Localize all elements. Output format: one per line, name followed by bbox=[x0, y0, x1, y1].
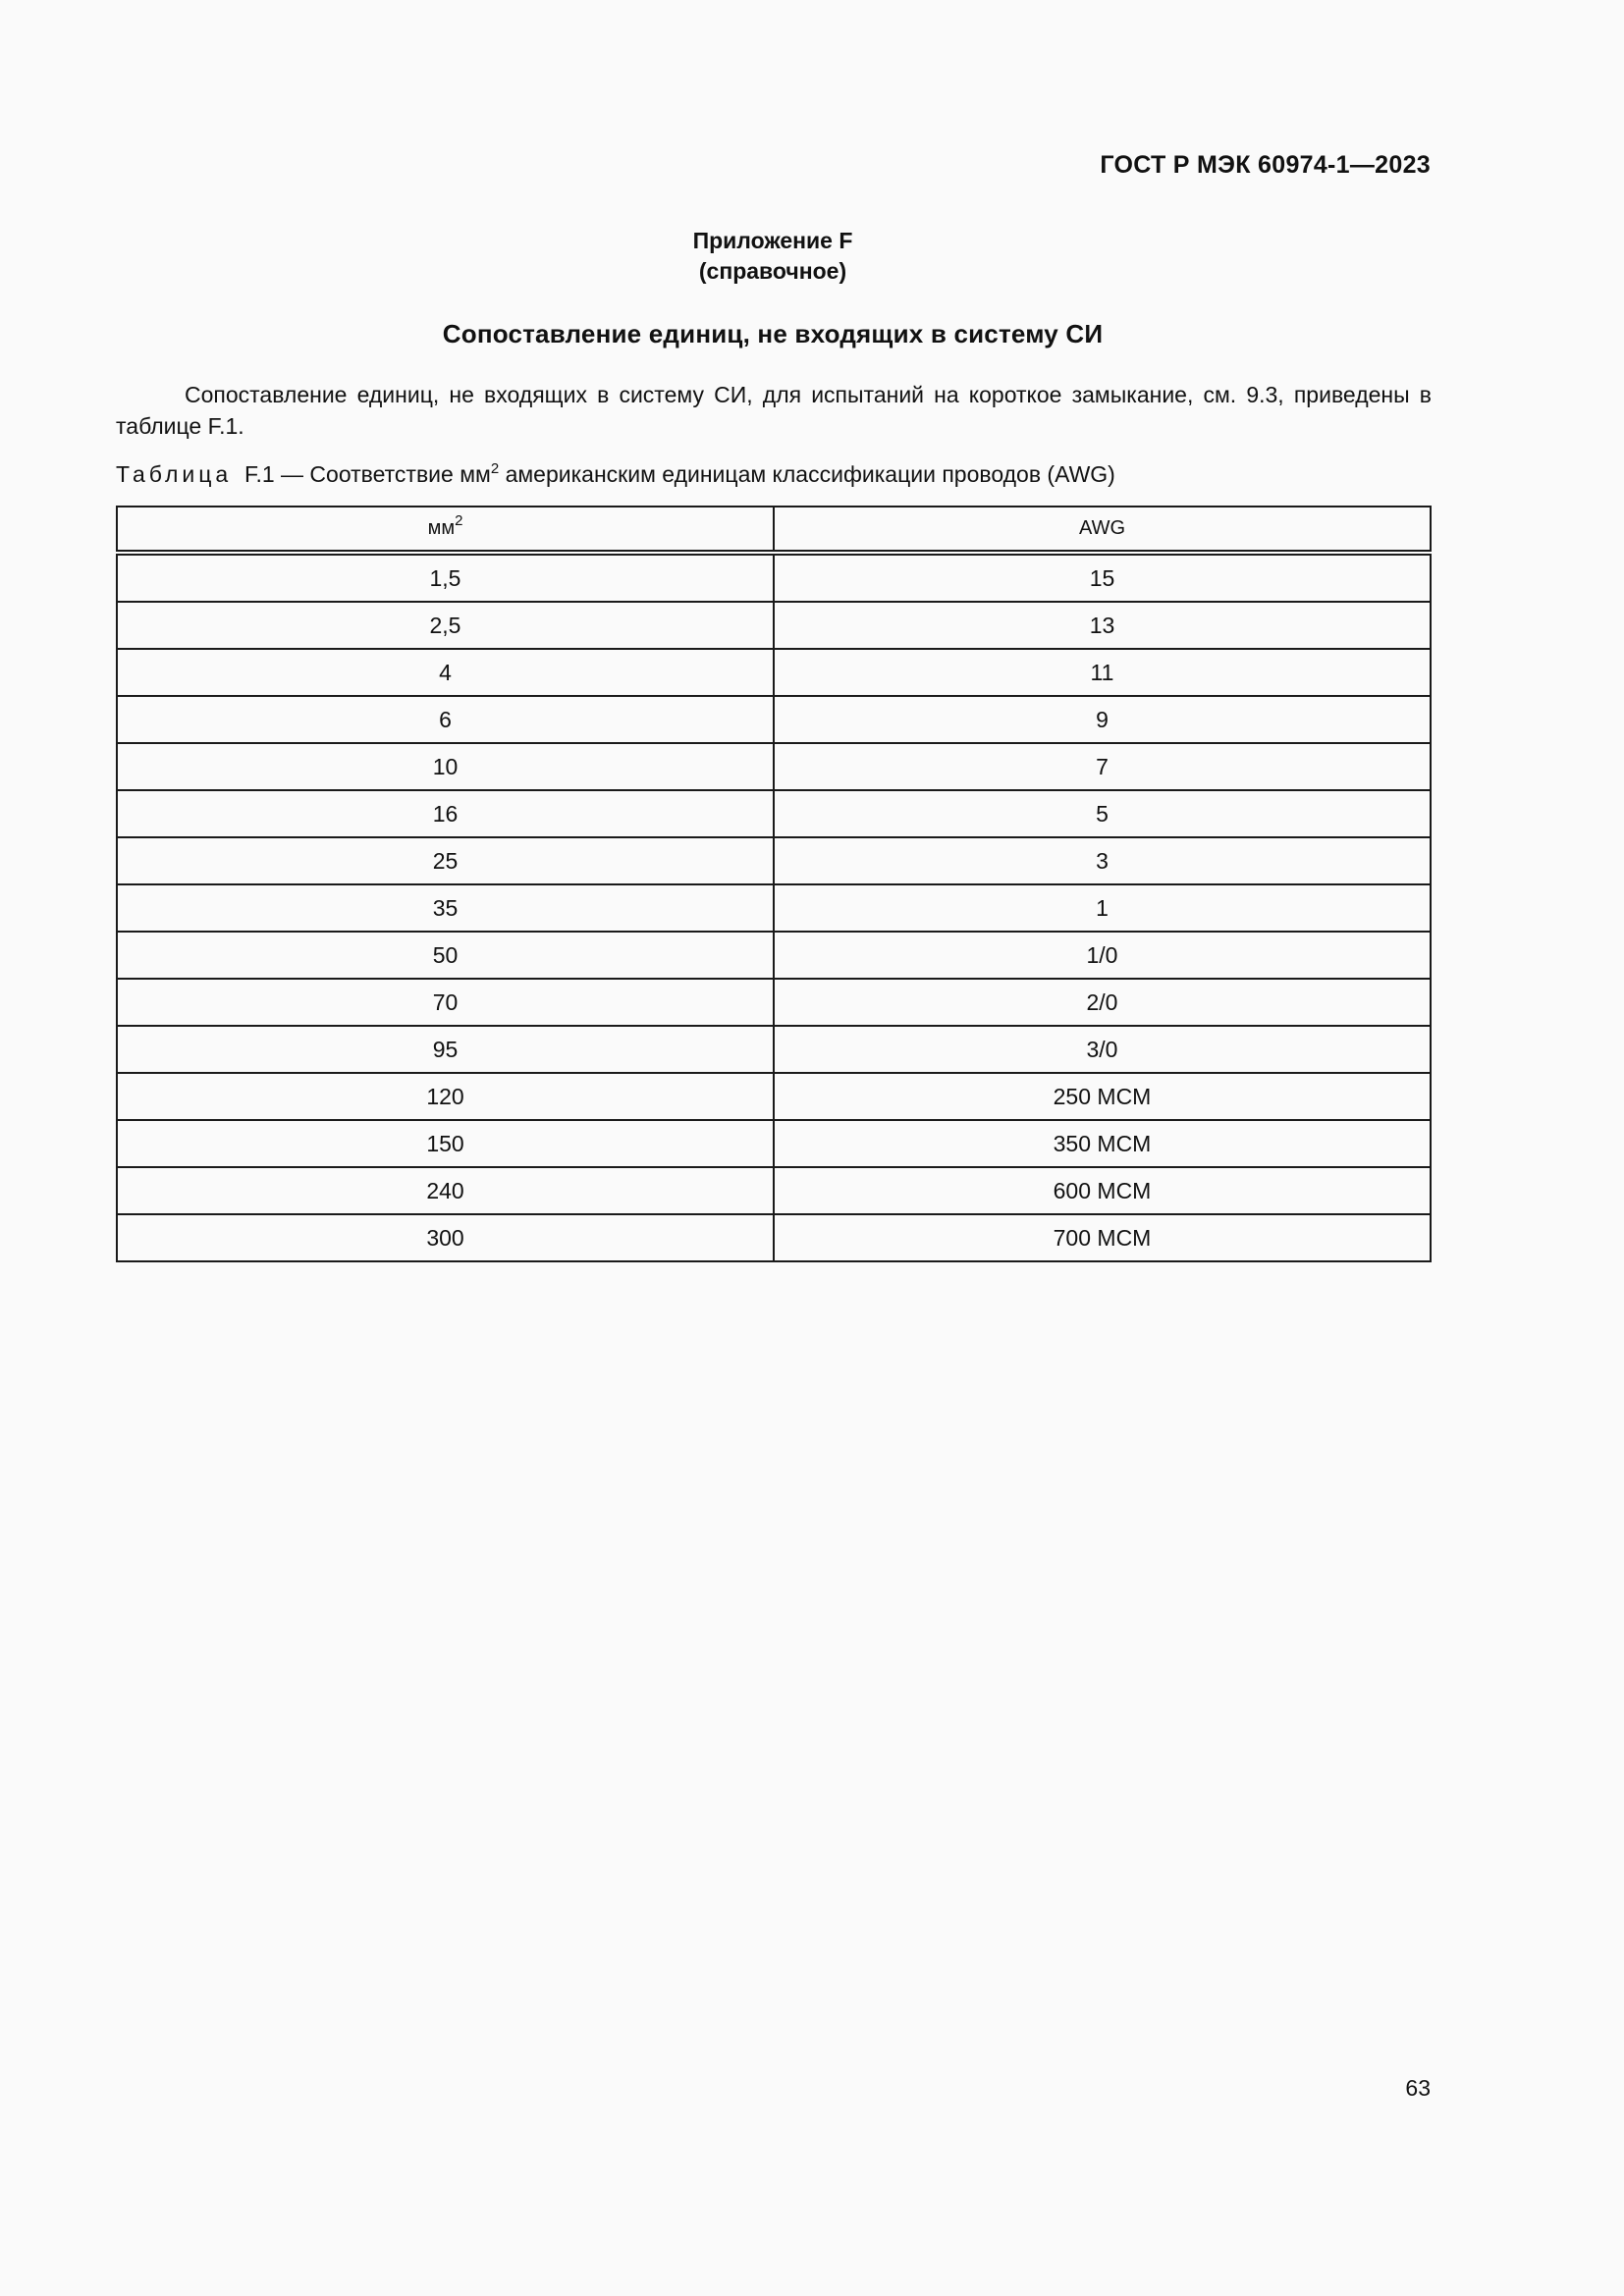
cell-awg: 7 bbox=[774, 743, 1431, 790]
table-row bbox=[117, 1073, 1431, 1120]
conversion-table bbox=[116, 506, 1432, 1262]
table-caption-text-end: американским единицам классификации проводов (AWG) bbox=[499, 461, 1115, 487]
cell-mm2: 50 bbox=[117, 932, 774, 979]
table-row bbox=[117, 553, 1431, 602]
appendix-title: Приложение F bbox=[692, 228, 853, 253]
cell-awg: 700 MCM bbox=[774, 1214, 1431, 1261]
table-row bbox=[117, 1026, 1431, 1073]
table-caption-number: F.1 bbox=[244, 461, 275, 487]
cell-awg: 1 bbox=[774, 884, 1431, 932]
cell-mm2: 70 bbox=[117, 979, 774, 1026]
table-caption-text: — Соответствие мм bbox=[274, 461, 491, 487]
cell-awg: 3 bbox=[774, 837, 1431, 884]
table-row bbox=[117, 979, 1431, 1026]
table-row bbox=[117, 884, 1431, 932]
cell-mm2: 16 bbox=[117, 790, 774, 837]
header-awg: AWG bbox=[774, 507, 1431, 553]
cell-mm2: 1,5 bbox=[117, 553, 774, 602]
cell-mm2: 35 bbox=[117, 884, 774, 932]
cell-mm2: 300 bbox=[117, 1214, 774, 1261]
cell-mm2: 2,5 bbox=[117, 602, 774, 649]
cell-mm2: 25 bbox=[117, 837, 774, 884]
table-row bbox=[117, 1120, 1431, 1167]
table-row bbox=[117, 602, 1431, 649]
cell-mm2: 150 bbox=[117, 1120, 774, 1167]
cell-awg: 350 MCM bbox=[774, 1120, 1431, 1167]
table-caption-prefix: Таблица bbox=[116, 461, 233, 487]
cell-mm2: 6 bbox=[117, 696, 774, 743]
cell-mm2: 95 bbox=[117, 1026, 774, 1073]
cell-mm2: 10 bbox=[117, 743, 774, 790]
cell-awg: 2/0 bbox=[774, 979, 1431, 1026]
table-row bbox=[117, 837, 1431, 884]
cell-awg: 3/0 bbox=[774, 1026, 1431, 1073]
cell-awg: 600 MCM bbox=[774, 1167, 1431, 1214]
cell-mm2: 240 bbox=[117, 1167, 774, 1214]
cell-awg: 13 bbox=[774, 602, 1431, 649]
cell-awg: 1/0 bbox=[774, 932, 1431, 979]
table-caption bbox=[116, 461, 1115, 488]
cell-awg: 250 MCM bbox=[774, 1073, 1431, 1120]
cell-awg: 9 bbox=[774, 696, 1431, 743]
cell-awg: 5 bbox=[774, 790, 1431, 837]
table-row bbox=[117, 696, 1431, 743]
table-body bbox=[117, 553, 1431, 1261]
appendix-status: (справочное) bbox=[698, 258, 847, 284]
cell-awg: 15 bbox=[774, 553, 1431, 602]
table-caption-superscript: 2 bbox=[490, 460, 500, 477]
header-mm2: $мм^2$ bbox=[117, 507, 774, 553]
table-row bbox=[117, 1167, 1431, 1214]
table-row bbox=[117, 649, 1431, 696]
cell-mm2: 120 bbox=[117, 1073, 774, 1120]
intro-paragraph: Сопоставление единиц, не входящих в систему СИ, для испытаний на короткое замыкание, см. 9.3, приведены в таблице F.1. bbox=[116, 382, 1432, 439]
cell-mm2: 4 bbox=[117, 649, 774, 696]
table-row bbox=[117, 790, 1431, 837]
table-row bbox=[117, 932, 1431, 979]
table-header-row bbox=[117, 507, 1431, 553]
section-title: Сопоставление единиц, не входящих в систему СИ bbox=[442, 319, 1104, 348]
cell-awg: 11 bbox=[774, 649, 1431, 696]
document-code: ГОСТ Р МЭК 60974-1—2023 bbox=[1100, 151, 1431, 179]
table-row bbox=[117, 1214, 1431, 1261]
page-number: 63 bbox=[1405, 2075, 1431, 2101]
table-row bbox=[117, 743, 1431, 790]
